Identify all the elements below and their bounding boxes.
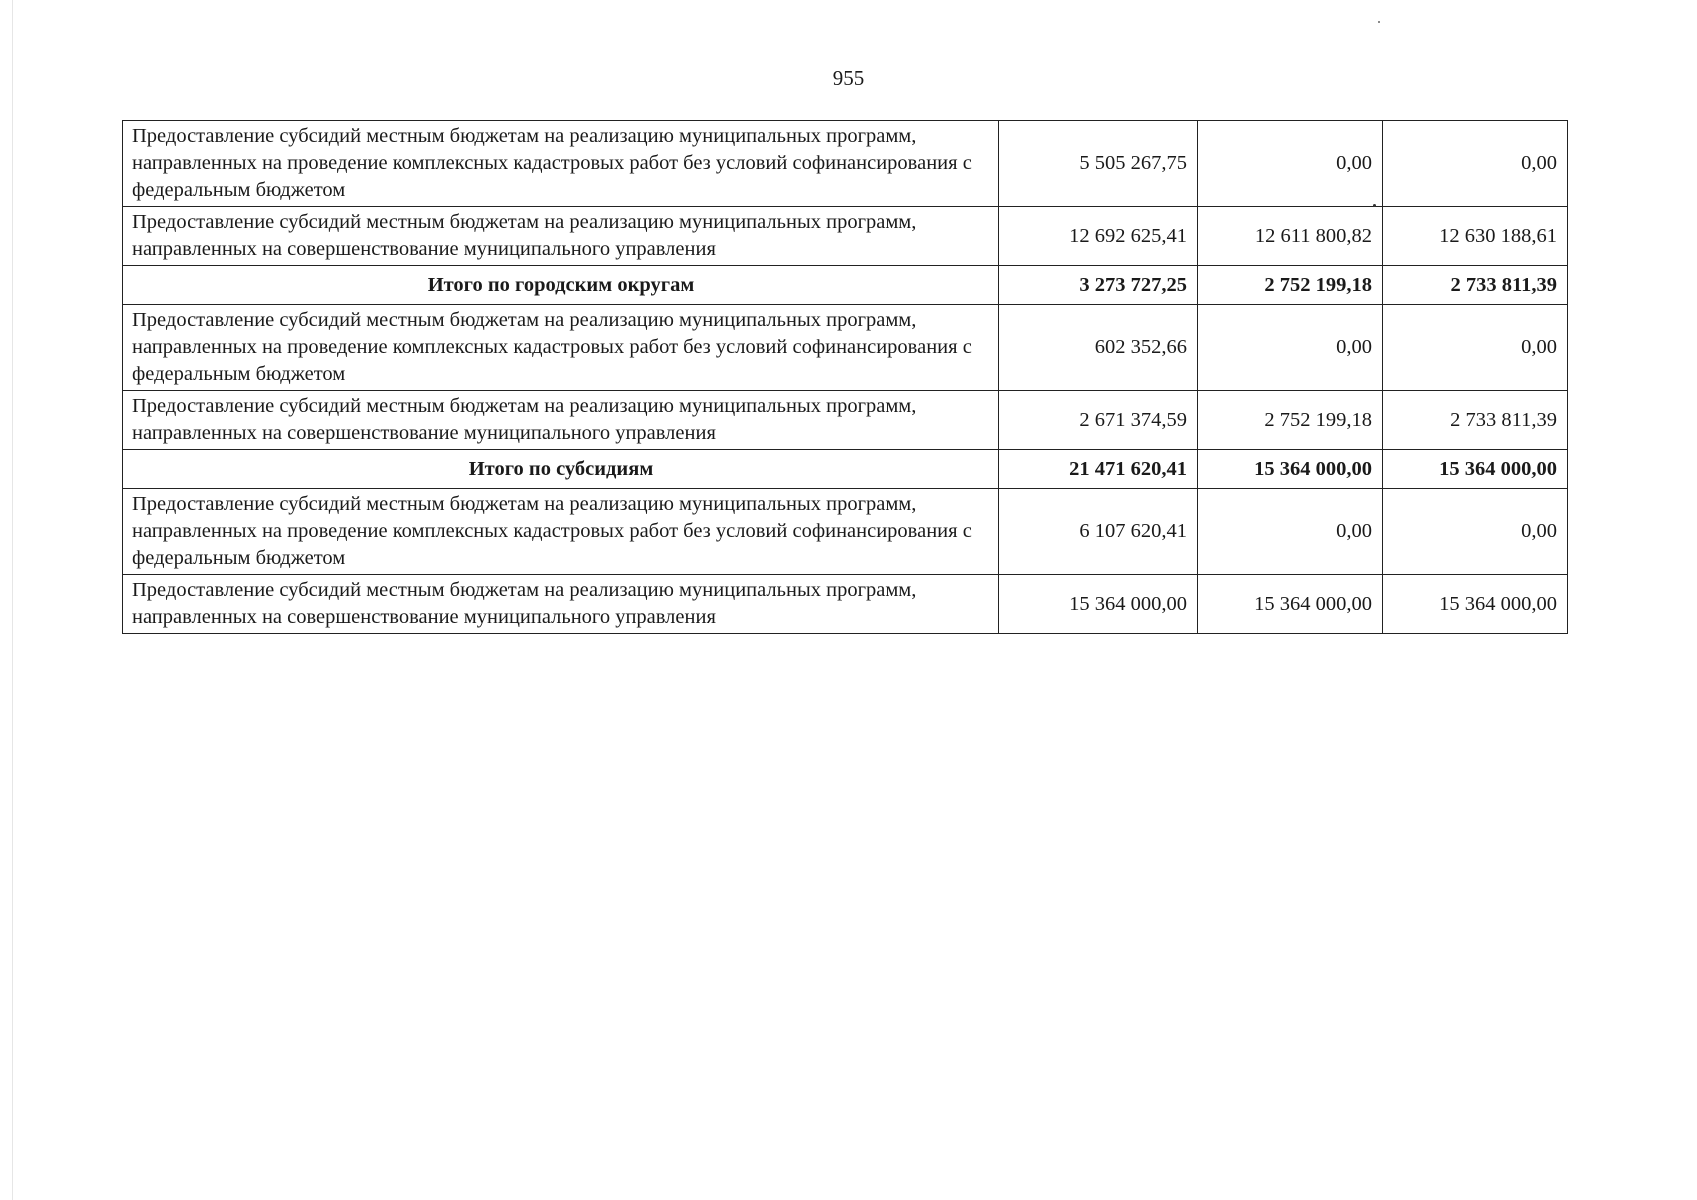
total-row-city-districts [123,266,1568,305]
row-value-year-1: 2 671 374,59 [999,391,1198,450]
table-row [123,305,1568,391]
row-value-year-1: 602 352,66 [999,305,1198,391]
row-value-year-2: 15 364 000,00 [1198,575,1383,634]
total-value-year-1: 21 471 620,41 [999,450,1198,489]
scan-dot-mark [1373,204,1376,207]
table-row [123,575,1568,634]
total-row-subsidies [123,450,1568,489]
row-description: Предоставление субсидий местным бюджетам на реализацию муниципальных программ, направленных на проведение комплексных кадастровых работ без условий софинансирования с федеральным бюджетом [123,121,999,207]
row-value-year-3: 12 630 188,61 [1383,207,1568,266]
row-description: Предоставление субсидий местным бюджетам на реализацию муниципальных программ, направленных на совершенствование муниципального управления [123,575,999,634]
row-value-year-3: 0,00 [1383,305,1568,391]
row-value-year-1: 15 364 000,00 [999,575,1198,634]
row-value-year-3: 0,00 [1383,489,1568,575]
row-description: Предоставление субсидий местным бюджетам на реализацию муниципальных программ, направленных на совершенствование муниципального управления [123,391,999,450]
total-value-year-2: 15 364 000,00 [1198,450,1383,489]
row-value-year-2: 0,00 [1198,305,1383,391]
total-label: Итого по городским округам [123,266,999,305]
row-value-year-3: 0,00 [1383,121,1568,207]
page-number: 955 [832,66,865,90]
row-value-year-3: 15 364 000,00 [1383,575,1568,634]
scan-speck [1378,21,1380,23]
budget-table [122,120,1568,634]
row-description: Предоставление субсидий местным бюджетам на реализацию муниципальных программ, направленных на проведение комплексных кадастровых работ без условий софинансирования с федеральным бюджетом [123,305,999,391]
row-description: Предоставление субсидий местным бюджетам на реализацию муниципальных программ, направленных на проведение комплексных кадастровых работ без условий софинансирования с федеральным бюджетом [123,489,999,575]
row-value-year-2: 2 752 199,18 [1198,391,1383,450]
table-row [123,489,1568,575]
row-value-year-1: 5 505 267,75 [999,121,1198,207]
row-value-year-1: 6 107 620,41 [999,489,1198,575]
row-value-year-2: 12 611 800,82 [1198,207,1383,266]
total-value-year-2: 2 752 199,18 [1198,266,1383,305]
total-value-year-3: 2 733 811,39 [1383,266,1568,305]
row-value-year-3: 2 733 811,39 [1383,391,1568,450]
table-row [123,121,1568,207]
total-value-year-3: 15 364 000,00 [1383,450,1568,489]
row-value-year-1: 12 692 625,41 [999,207,1198,266]
table-row [123,207,1568,266]
total-value-year-1: 3 273 727,25 [999,266,1198,305]
row-value-year-2: 0,00 [1198,121,1383,207]
total-label: Итого по субсидиям [123,450,999,489]
row-value-year-2: 0,00 [1198,489,1383,575]
table-row [123,391,1568,450]
row-description: Предоставление субсидий местным бюджетам на реализацию муниципальных программ, направленных на совершенствование муниципального управления [123,207,999,266]
page-edge-line [12,0,13,1200]
